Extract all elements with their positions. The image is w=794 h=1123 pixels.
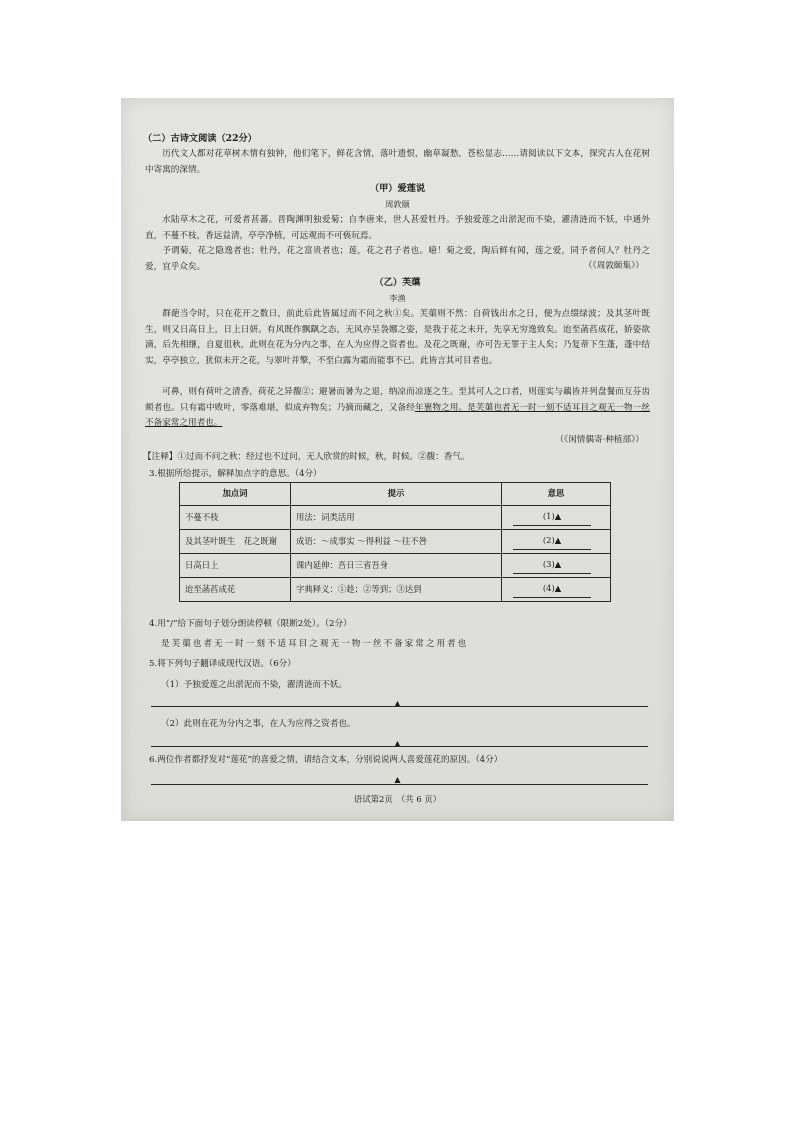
header-meaning: 意思	[502, 483, 611, 506]
table-row	[180, 578, 611, 602]
answer-blank[interactable]: (4)▲	[513, 581, 591, 598]
text-a-line: 水陆草木之花，可爱者甚蕃。晋陶渊明独爱菊；自李唐来，世人甚爱牡丹。予独爱莲之出淤泥而	[162, 215, 535, 225]
text-b-body	[145, 307, 650, 369]
q4-sentence[interactable]: 是芙蕖也者无一时一刻不适耳目之观无一物一丝不备家常之用者也	[161, 639, 469, 649]
text-a-body	[145, 213, 650, 244]
text-b-line: 莲实与藕皆并列盘餐而互芬齿颊者也。只有霜中败叶，零落难堪，似成弃物矣；乃摘而藏之，又备经	[145, 387, 650, 413]
row-hint: 字典释义：①趁；②等到；③达到	[291, 578, 502, 602]
header-word: 加点词	[180, 483, 291, 506]
q6-prompt: 6.两位作者都抒发对“莲花”的喜爱之情，请结合文本，分别说说两人喜爱莲花的原因。（4分）	[149, 755, 503, 765]
scanned-exam-page	[121, 98, 674, 821]
text-b-author: 李渔	[389, 293, 406, 303]
q3-prompt: 3.根据所给提示，解释加点字的意思。（4分）	[149, 469, 322, 479]
text-b-line: 便为点缀绿波；及其茎叶既生，则又日高日上，日上日妍。有风既作飘飖之态，无风亦呈袅娜之姿，	[145, 309, 650, 335]
text-a-line: 莲之爱，同予者何人？牡丹之爱，宜乎众矣。	[145, 246, 650, 272]
intro-line: 阅读以下文本，探究古人在花树中寄寓的深情。	[145, 149, 650, 175]
text-a-line: 不染，濯清涟而不妖，中通外直，不蔓不枝，香远益清，亭亭净植，可远观而不可亵玩焉。	[145, 215, 650, 241]
row-hint: 课内延伸：吾日三省吾身	[291, 554, 502, 578]
text-b-underlined-sentence: 年裹物之用。是芙蕖也者无一时一刻不适耳目之观无一物一丝不备家常之用者也。	[145, 402, 650, 429]
table-row	[180, 554, 611, 578]
row-answer[interactable]	[502, 506, 611, 530]
q5-item-2: （2）此则在花为分内之事，在人为应得之资者也。	[161, 719, 356, 729]
table-row	[180, 530, 611, 554]
page-footer: 语试第2页 （共 6 页）	[353, 794, 442, 804]
row-answer[interactable]	[502, 554, 611, 578]
row-word: 日高日上	[180, 554, 291, 578]
answer-marker: ▲	[394, 699, 401, 708]
q4-prompt: 4.用“/”给下面句子划分朗读停顿（限断2处）。（2分）	[149, 619, 352, 629]
text-b-body-2	[145, 385, 650, 432]
row-word: 不蔓不枝	[180, 506, 291, 530]
text-b-line: 群葩当令时，只在花开之数日，前此后此皆属过而不问之秋①矣。芙蕖则不然：自荷钱出水之日，	[162, 309, 544, 319]
answer-blank[interactable]: (2)▲	[513, 533, 591, 550]
text-a-line: 予谓菊，花之隐逸者也；牡丹，花之富贵者也；莲，花之君子者也。噫！菊之爱，陶后鲜有闻，	[162, 246, 535, 256]
table-row	[180, 506, 611, 530]
text-a-author: 周敦颐	[385, 199, 410, 209]
row-word: 迨至菡萏成花	[180, 578, 291, 602]
q5-prompt: 5.将下列句子翻译成现代汉语。（6分）	[149, 659, 296, 669]
intro-paragraph	[145, 147, 650, 178]
text-b-line: 可鼻，则有荷叶之清香，荷花之异馥②；避暑而暑为之退，纳凉而凉逐之生。至其可人之口者，则	[162, 387, 537, 397]
text-a-title: （甲）爱莲说	[369, 183, 426, 194]
answer-line-6[interactable]	[151, 784, 648, 785]
row-answer[interactable]	[502, 578, 611, 602]
row-answer[interactable]	[502, 530, 611, 554]
answer-line-5-2[interactable]	[151, 746, 648, 747]
text-b-title: （乙）芙蕖	[374, 277, 421, 288]
section-heading: （二）古诗文阅读（22分）	[143, 133, 257, 144]
text-b-line: 是我于花之未开，先享无穷逸致矣。迨至菡萏成花，娇姿欲滴，后先相继，自夏徂秋，此则在花为分	[145, 324, 650, 351]
notes: 【注释】①过而不问之秋：经过也不过问，无人欣赏的时候，秋，时候。②馥：香气。	[143, 452, 470, 462]
text-b-line: 独立，犹似未开之花，与翠叶并擎，不至白露为霜而能事不已。此皆言其可目者也。	[179, 355, 498, 366]
answer-marker: ▲	[394, 739, 401, 748]
row-hint: 用法：词类活用	[291, 506, 502, 530]
answer-blank[interactable]: (3)▲	[513, 557, 591, 574]
text-b-line: 内之事，在人为应得之资者也。及花之既谢，亦可告无罪于主人矣；乃复蒂下生蓬，蓬中结实，亭亭	[145, 340, 650, 366]
answer-line-5-1[interactable]	[151, 706, 648, 707]
text-a-source: （《周敦颐集》）	[583, 261, 644, 271]
q5-item-1: （1）予独爱莲之出淤泥而不染，濯清涟而不妖。	[161, 680, 347, 690]
table-header-row	[180, 483, 611, 506]
answer-blank[interactable]: (1)▲	[513, 509, 591, 526]
header-hint: 提示	[291, 483, 502, 506]
text-b-source: （《闲情偶寄·种植部》）	[555, 435, 644, 445]
text-a-body-2	[145, 244, 650, 275]
intro-line: 历代文人都对花草树木情有独钟，他们笔下，鲜花含情，落叶遗恨，幽草凝愁，苍松显志……请	[162, 149, 529, 159]
row-word: 及其茎叶既生 花之既谢	[180, 530, 291, 554]
q3-table	[179, 482, 611, 602]
row-hint: 成语：～成事实 ～得利益 ～往不咎	[291, 530, 502, 554]
answer-marker: ▲	[394, 775, 401, 784]
